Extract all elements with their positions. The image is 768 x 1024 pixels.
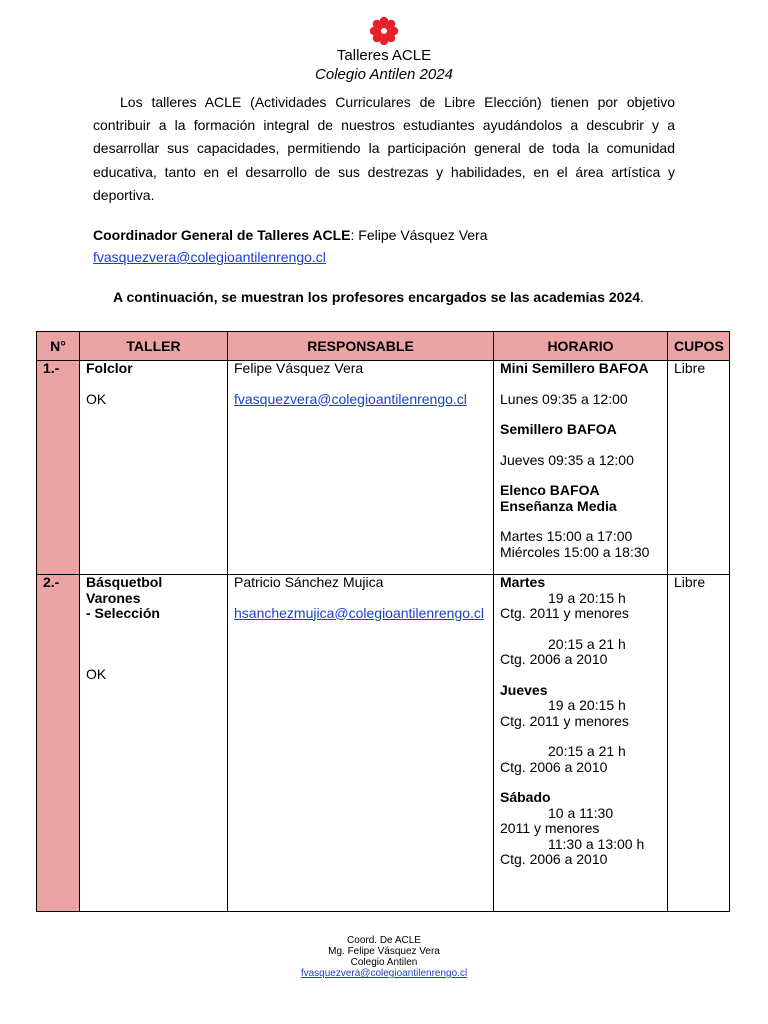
schedule-time: 19 a 20:15 h [548, 589, 626, 606]
cupos-value: Libre [674, 360, 706, 376]
taller-name: Folclor [86, 360, 133, 376]
document-title: Talleres ACLE [336, 47, 432, 64]
page-footer [0, 935, 768, 979]
schedule-category: Ctg. 2011 y menores [500, 605, 629, 621]
taller-status: OK [86, 390, 107, 407]
coordinator-label: Coordinador General de Talleres ACLE [93, 227, 351, 243]
footer-line: Coord. De ACLE [347, 935, 421, 946]
schedule-category: Ctg. 2006 a 2010 [500, 758, 608, 775]
taller-cell [80, 575, 228, 912]
schedule-time: 20:15 a 21 h [548, 743, 626, 759]
lead-period: . [640, 289, 644, 305]
responsable-email-link[interactable]: fvasquezvera@colegioantilenrengo.cl [234, 390, 467, 407]
schedule-day: Jueves [500, 681, 548, 698]
responsable-name: Felipe Vásquez Vera [234, 360, 364, 376]
header-horario: HORARIO [494, 332, 668, 361]
schedule-day: Sábado [500, 789, 551, 805]
school-logo-icon [369, 16, 399, 46]
cupos-value: Libre [674, 574, 706, 590]
header-responsable: RESPONSABLE [228, 332, 494, 361]
coordinator-name: Felipe Vásquez Vera [358, 227, 488, 243]
schedule-time: 19 a 20:15 h [548, 697, 626, 713]
header-taller: TALLER [80, 332, 228, 361]
coordinator-email-link[interactable]: fvasquezvera@colegioantilenrengo.cl [93, 249, 326, 265]
table-row [37, 575, 730, 912]
schedule-time: Martes 15:00 a 17:00 [500, 528, 633, 544]
lead-text: A continuación, se muestran los profesores encargados se las academias 2024 [113, 289, 641, 305]
taller-name: Varones [86, 589, 141, 606]
cupos-cell [668, 575, 730, 912]
taller-status: OK [86, 665, 107, 682]
document-subtitle: Colegio Antilen 2024 [315, 66, 453, 83]
coordinator-separator: : [350, 227, 359, 243]
table-header-row [37, 332, 730, 361]
schedule-category: Ctg. 2006 a 2010 [500, 651, 608, 667]
intro-paragraph: Los talleres ACLE (Actividades Curriculares de Libre Elección) tienen por objetivo contribuir a la formación integral de nuestros estudiantes ayudándolos a descubrir y a desarrollar sus capacidades, permitiendo la participación general de toda la comunidad educativa, tanto en el desarrollo de sus destrezas y habilidades, en el área artística y deportiva. [93, 94, 675, 203]
responsable-email-link[interactable]: hsanchezmujica@colegioantilenrengo.cl [234, 604, 485, 621]
cupos-cell [668, 361, 730, 575]
schedule-time: 20:15 a 21 h [548, 635, 626, 652]
taller-name: Básquetbol [86, 574, 163, 590]
taller-cell [80, 361, 228, 575]
horario-cell [494, 575, 668, 912]
schedule-time: Miércoles 15:00 a 18:30 [500, 543, 650, 560]
schedule-time: 10 a 11:30 [548, 804, 614, 821]
schedule-title: Semillero BAFOA [500, 421, 617, 437]
table-row [37, 361, 730, 575]
footer-line: Mg. Felipe Vásquez Vera [328, 946, 440, 957]
schedule-time: 11:30 a 13:00 h [548, 835, 645, 852]
header-cupos: CUPOS [668, 332, 730, 361]
row-number [37, 575, 80, 912]
coordinator-line [93, 225, 488, 245]
lead-sentence [113, 289, 644, 305]
schedule-category: Ctg. 2006 a 2010 [500, 851, 608, 867]
schedule-title: Mini Semillero BAFOA [500, 360, 649, 376]
schedule-category: Ctg. 2011 y menores [500, 712, 629, 729]
row-number-text: 1.- [43, 360, 60, 376]
footer-email-link[interactable]: fvasquezvera@colegioantilenrengo.cl [300, 968, 468, 979]
header-num: N° [37, 332, 80, 361]
schedule-category: 2011 y menores [500, 820, 600, 836]
taller-name: - Selección [86, 605, 160, 621]
schedule-title: Elenco BAFOA [500, 482, 600, 498]
schedule-title: Enseñanza Media [500, 497, 617, 514]
row-number [37, 361, 80, 575]
responsable-name: Patricio Sánchez Mujica [234, 574, 384, 590]
footer-line: Colegio Antilen [350, 957, 418, 968]
schedule-time: Lunes 09:35 a 12:00 [500, 390, 628, 407]
schedule-time: Jueves 09:35 a 12:00 [500, 451, 634, 468]
responsable-cell [228, 361, 494, 575]
responsable-cell [228, 575, 494, 912]
schedule-day: Martes [500, 574, 546, 590]
horario-cell [494, 361, 668, 575]
workshops-table [36, 331, 730, 912]
row-number-text: 2.- [43, 574, 60, 590]
